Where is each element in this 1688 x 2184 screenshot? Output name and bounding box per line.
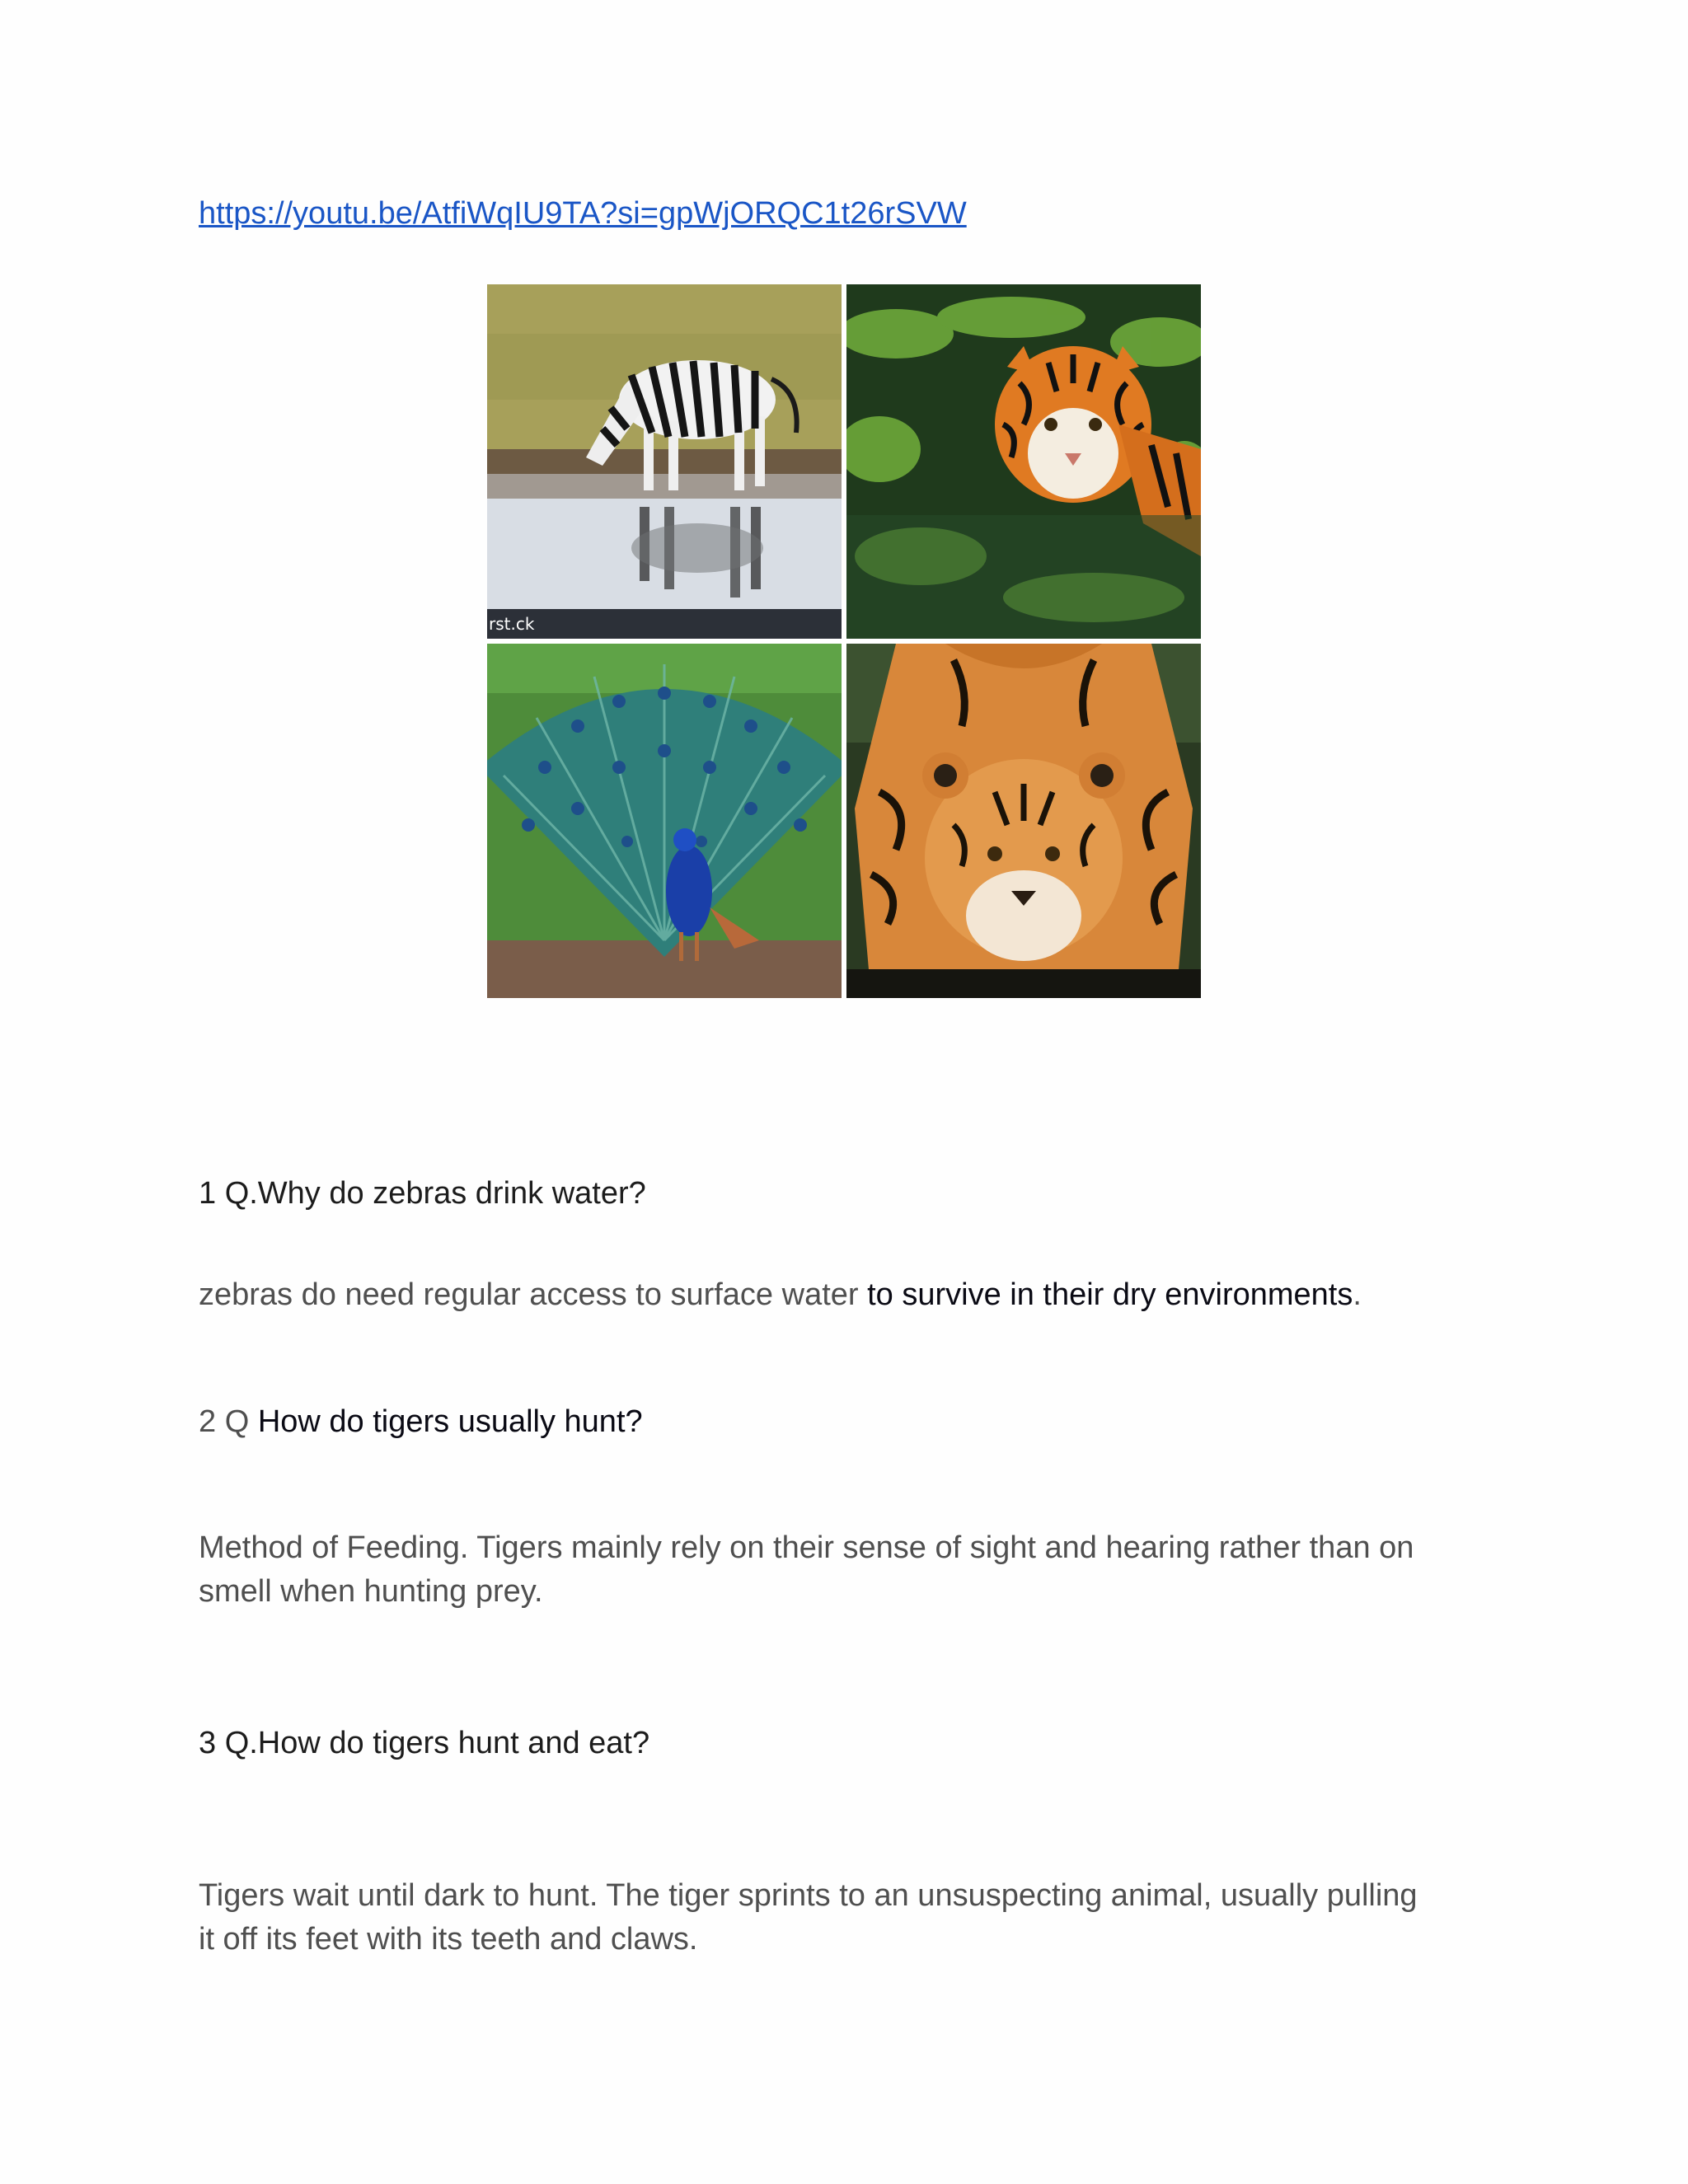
question-2-text: How do tigers usually hunt?	[257, 1404, 643, 1439]
crouching-tiger-image	[846, 644, 1201, 998]
peacock-image	[487, 644, 842, 998]
answer-3-line-2: it off its feet with its teeth and claws.	[199, 1922, 698, 1957]
answer-3	[199, 1874, 1517, 1961]
answer-2	[199, 1526, 1517, 1614]
tiger-in-water-image	[846, 284, 1201, 639]
question-2	[199, 1400, 643, 1444]
answer-2-line-1: Method of Feeding. Tigers mainly rely on their sense of sight and hearing rather than on	[199, 1530, 1414, 1565]
answer-2-line-2: smell when hunting prey.	[199, 1574, 543, 1609]
answer-1-part-2: to survive in their dry environments	[867, 1277, 1353, 1312]
animal-image-collage	[487, 284, 1201, 998]
youtube-link[interactable]: https://youtu.be/AtfiWqIU9TA?si=gpWjORQC1t26rSVW	[199, 196, 967, 231]
question-2-prefix: 2 Q	[199, 1404, 258, 1439]
answer-1-part-3: .	[1353, 1277, 1362, 1312]
question-1: 1 Q.Why do zebras drink water?	[199, 1176, 646, 1211]
zebra-image	[487, 284, 842, 639]
question-3: 3 Q.How do tigers hunt and eat?	[199, 1726, 650, 1760]
answer-1	[199, 1273, 1362, 1317]
answer-1-part-1: zebras do need regular access to surface water	[199, 1277, 868, 1312]
stock-watermark: rst.ck	[487, 609, 842, 639]
answer-3-line-1: Tigers wait until dark to hunt. The tiger sprints to an unsuspecting animal, usually pulling	[199, 1878, 1418, 1913]
